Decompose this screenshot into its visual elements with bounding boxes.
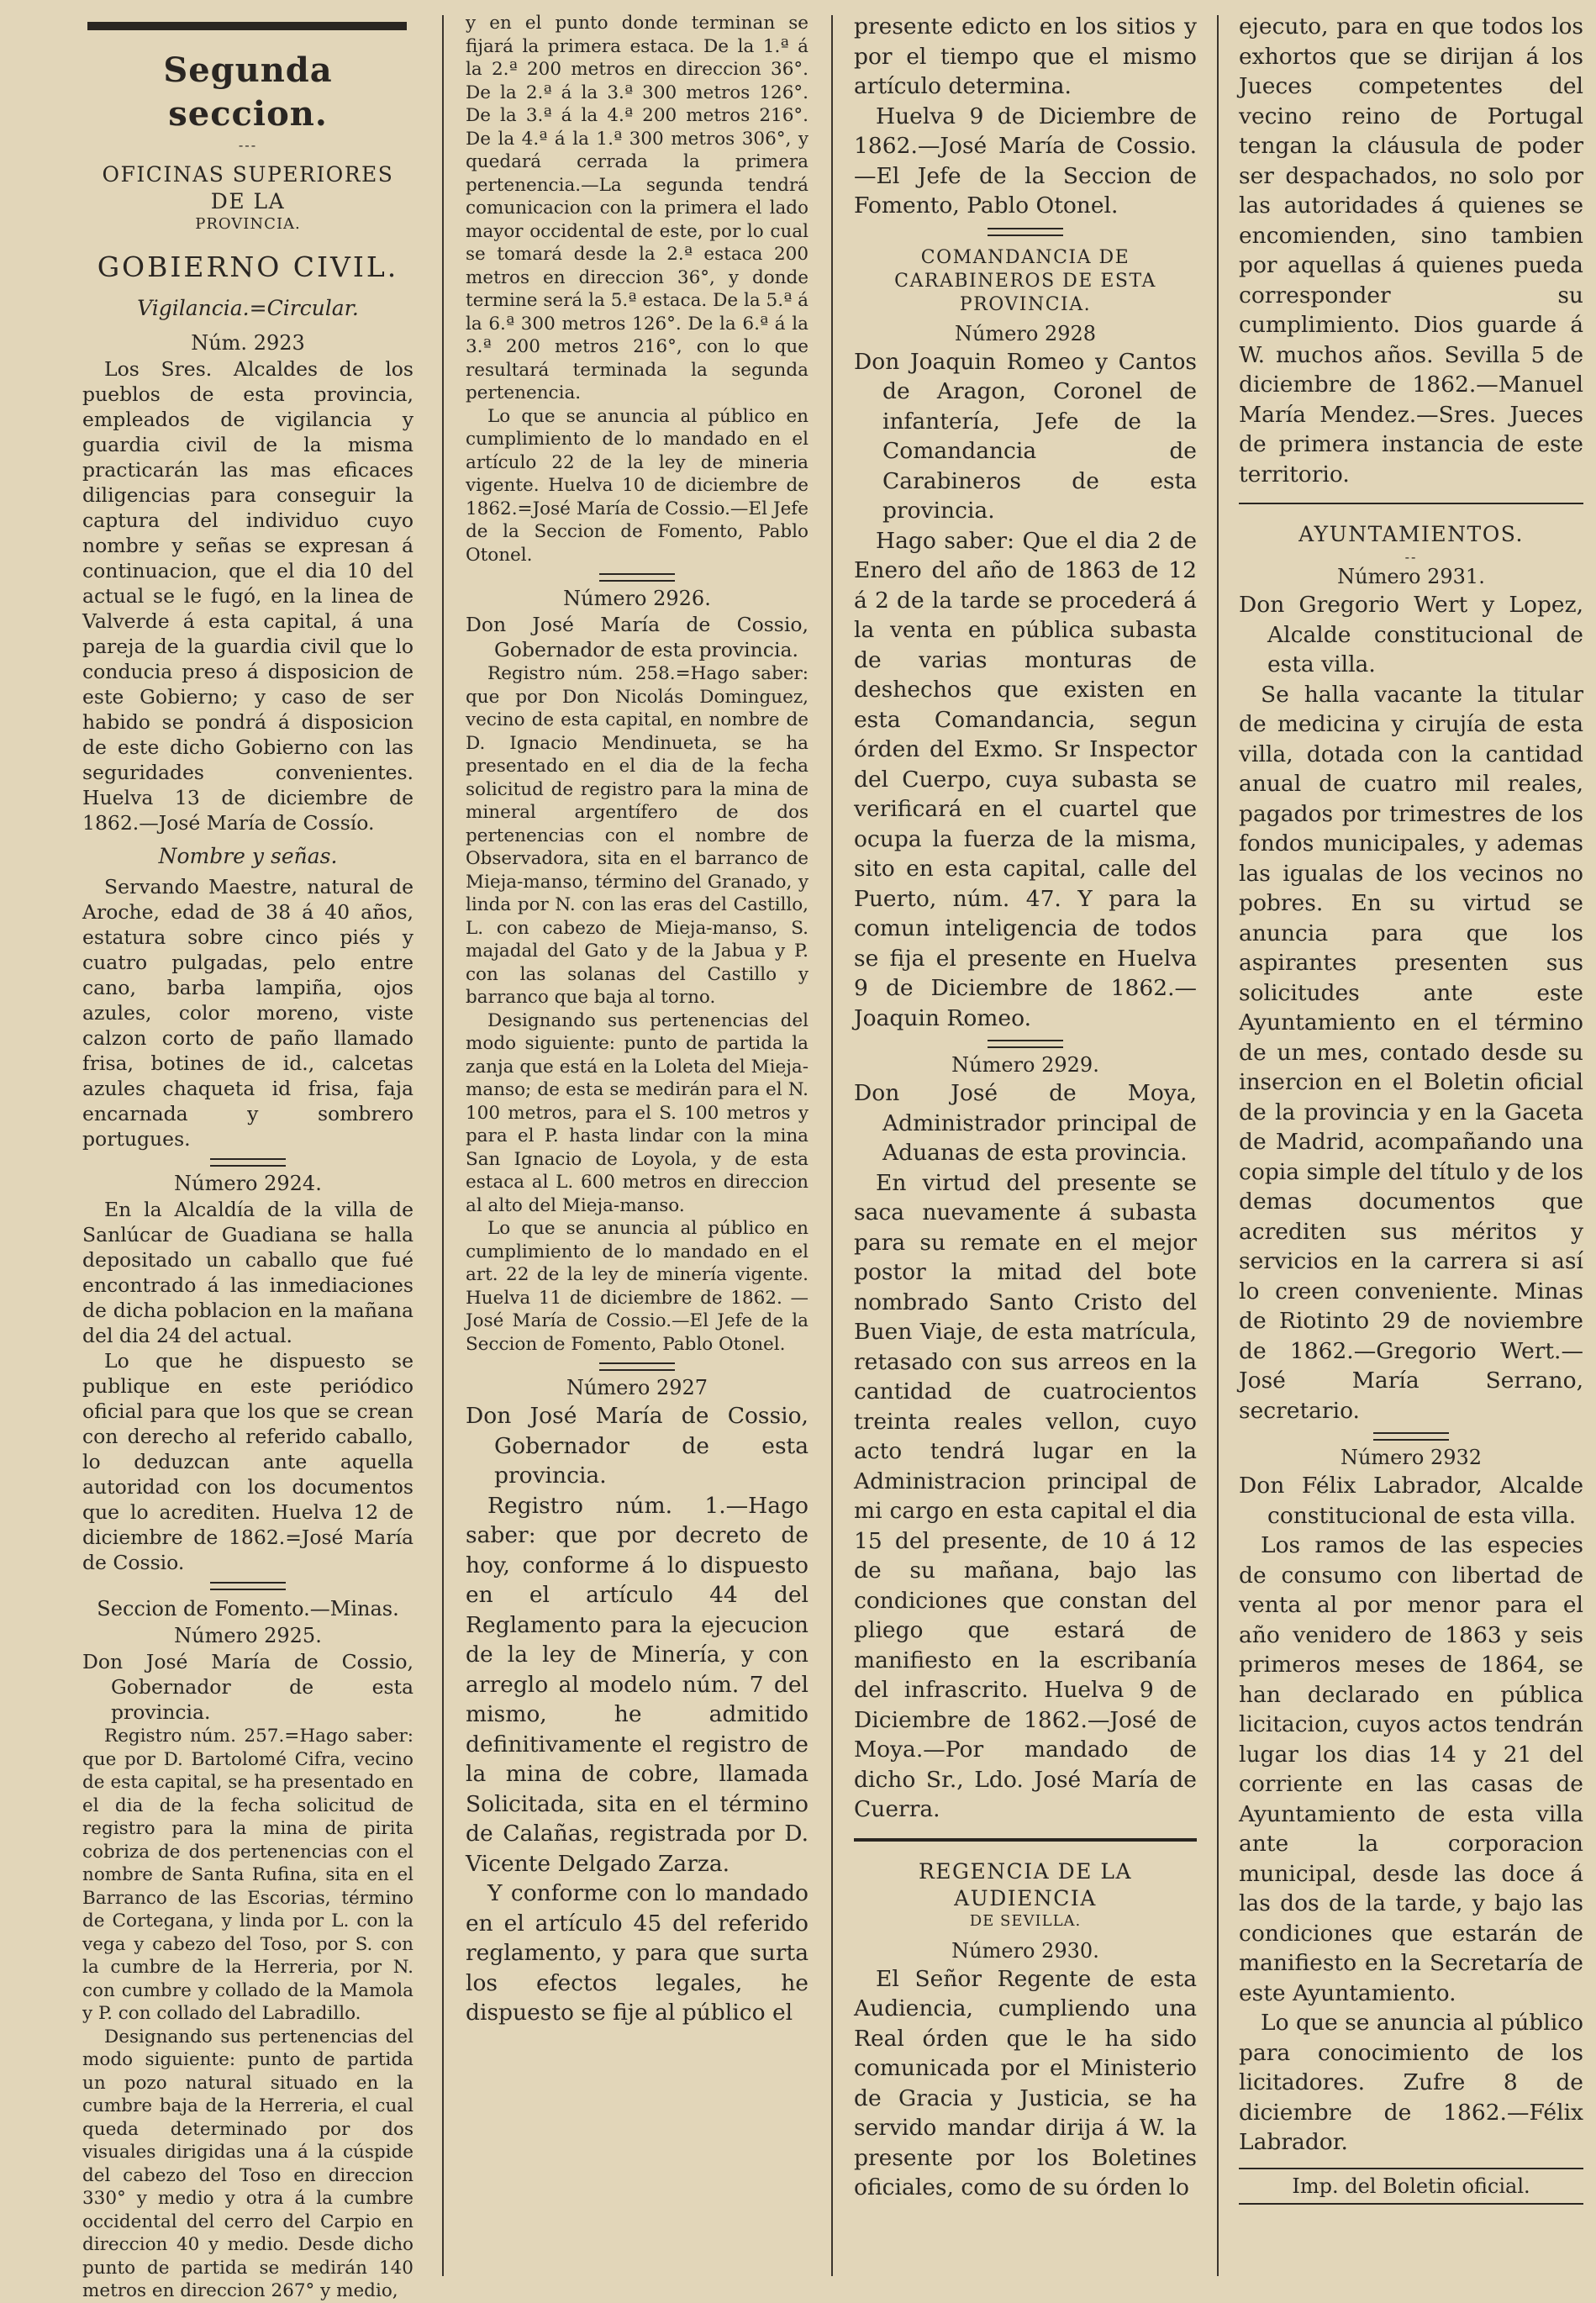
column-rule (1217, 15, 1219, 2276)
notice-2926-issuer: Don José María de Cossio, Gobernador de esta provincia. (466, 613, 809, 661)
section-rule (1239, 503, 1583, 504)
notice-2927-body: Registro núm. 1.—Hago saber: que por decreto de hoy, conforme á lo dispuesto en el artículo 44 del Reglamento para la ejecucion de la ley de Minería, y con arreglo al modelo núm. 7 del mismo, he admitido definitivamente el registro de la mina de cobre, llamada Solicitada, sita en el término de Calañas, registrada por D. Vicente Delgado Zarza. (466, 1492, 809, 1877)
notice-2931-issuer: Don Gregorio Wert y Lopez, Alcalde constitucional de esta villa. (1239, 592, 1583, 677)
notice-2931-body: Se halla vacante la titular de medicina y cirujía de esta villa, dotada con la cantidad anual de cuatro mil reales, pagados por trimestres de los fondos municipales, y ademas las igualas de los vecinos no pobres. En su virtud se anuncia para que los aspirantes presenten sus solicitudes ante este Ayuntamiento en el término de un mes, contado desde su insercion en el Boletin oficial de la provincia y en la Gaceta de Madrid, acompañando una copia simple del título y de los demas documentos que acrediten sus méritos y servicios en la carrera si así lo creen conveniente. Minas de Riotinto 29 de noviembre de 1862.—Gregorio Wert.—José María Serrano, secretario. (1239, 681, 1583, 1424)
notice-2932-issuer: Don Félix Labrador, Alcalde constitucional de esta villa. (1239, 1473, 1583, 1529)
notice-number-2932: Número 2932 (1340, 1446, 1483, 1469)
notice-2924-body: En la Alcaldía de la villa de Sanlúcar de Guadiana se halla depositado un caballo que fué encontrado á las inmediaciones de dicha poblacion en la mañana del dia 24 del actual. (82, 1198, 413, 1347)
senas-body: Servando Maestre, natural de Aroche, edad de 38 á 40 años, estatura sobre cinco piés y cuatro pulgadas, pelo entre cano, barba lampiña, ojos azules, color moreno, viste calzon corto de paño llamado frisa, botines de id., calcetas azules chaqueta id frisa, faja encarnada y sombrero portugues. (82, 875, 413, 1151)
notice-2925-issuer: Don José María de Cossio, Gobernador de esta provincia. (82, 1650, 413, 1724)
regencia-title: REGENCIA DE LA AUDIENCIA (918, 1858, 1133, 1910)
column-3 (854, 12, 1197, 2290)
column-rule (831, 15, 833, 2276)
divider: --- (238, 137, 258, 153)
imprint: Imp. del Boletin oficial. (1239, 2168, 1583, 2205)
ornament-divider (988, 228, 1063, 236)
gobierno-heading: GOBIERNO CIVIL. (97, 250, 399, 283)
notice-number-2925: Número 2925. (174, 1624, 322, 1647)
notice-number-2930: Número 2930. (951, 1938, 1099, 1963)
divider: -- (1404, 549, 1418, 565)
notice-number-2926: Número 2926. (563, 587, 711, 610)
section-rule (854, 1838, 1197, 1842)
notice-2927-issuer: Don José María de Cossio, Gobernador de esta provincia. (466, 1403, 809, 1489)
notice-2927-closing: Huelva 9 de Diciembre de 1862.—José María de Cossio.—El Jefe de la Seccion de Fomento, Pablo Otonel. (854, 103, 1197, 219)
notice-2926-body: Registro núm. 258.=Hago saber: que por Don Nicolás Dominguez, vecino de esta capital, en nombre de D. Ignacio Mendinueta, se ha presentado en el dia de la fecha solicitud de registro para la mina de mineral argentífero de dos pertenencias con el nombre de Observadora, sita en el barranco de Mieja-manso, término del Granado, y linda por N. con las eras del Castillo, L. con cabezo de Mieja-manso, S. majadal del Gato y de la Jabua y P. con las solanas del Castillo y barranco que baja al torno. (466, 663, 809, 1008)
senas-heading: Nombre y señas. (158, 844, 338, 868)
ornament-divider (1373, 1432, 1449, 1441)
ornament-divider (210, 1158, 286, 1167)
regencia-subtitle: DE SEVILLA. (969, 1911, 1082, 1930)
notice-number-2931: Número 2931. (1337, 565, 1485, 588)
notice-number-2928: Número 2928 (954, 321, 1097, 345)
offices-subtitle: PROVINCIA. (195, 215, 301, 233)
notice-2926-closing: Lo que se anuncia al público en cumplimiento de lo mandado en el art. 22 de la ley de minería vigente. Huelva 11 de diciembre de 1862. —José María de Cossio.—El Jefe de la Seccion de Fomento, Pablo Otonel. (466, 1218, 809, 1355)
ornament-divider (210, 1582, 286, 1590)
notice-2923-body: Los Sres. Alcaldes de los pueblos de esta provincia, empleados de vigilancia y guardia civil de la misma practicarán las mas eficaces diligencias para conseguir la captura del individuo cuyo nombre y señas se expresan á continuacion, que el dia 10 del actual se le fugó, en la linea de Valverde á esta capital, á una pareja de la guardia civil que lo conducia preso á disposicion de este Gobierno; y caso de ser habido se pondrá á disposicion de este dicho Gobierno con las seguridades convenientes. Huelva 13 de diciembre de 1862.—José María de Cossío. (82, 357, 413, 835)
notice-2927-continued: presente edicto en los sitios y por el tiempo que el mismo artículo determina. (854, 13, 1197, 99)
column-rule (442, 15, 444, 2276)
notice-2924-body-2: Lo que he dispuesto se publique en este periódico oficial para que los que se crean con derecho al referido caballo, lo deduzcan ante aquella autoridad con los documentos que lo acrediten. Huelva 12 de diciembre de 1862.=José María de Cossio. (82, 1349, 413, 1574)
ornament-divider (988, 1040, 1063, 1048)
column-4 (1239, 12, 1583, 2290)
vigilancia-heading: Vigilancia.=Circular. (137, 296, 359, 320)
top-rule (87, 22, 407, 30)
notice-2925-closing: Lo que se anuncia al público en cumplimiento de lo mandado en el artículo 22 de la ley de mineria vigente. Huelva 10 de diciembre de 1862.=José María de Cossio.—El Jefe de la Seccion de Fomento, Pablo Otonel. (466, 405, 809, 566)
notice-number-2924: Número 2924. (174, 1172, 322, 1195)
notice-number-2929: Número 2929. (951, 1053, 1099, 1077)
ayuntamientos-heading: AYUNTAMIENTOS. (1298, 522, 1524, 546)
notice-2929-issuer: Don José de Moya, Administrador principal de Aduanas de esta provincia. (854, 1080, 1197, 1166)
notice-2932-body: Los ramos de las especies de consumo con libertad de venta al por menor para el año venidero de 1863 y seis primeros meses de 1864, se han declarado en pública licitacion, cuyos actos tendrán lugar los dias 14 y 21 del corriente en las casas de Ayuntamiento de esta villa ante la corporacion municipal, desde las doce á las dos de la tarde, y bajo las condiciones que estarán de manifiesto en la Secretaría de este Ayuntamiento. (1239, 1532, 1583, 2006)
ornament-divider (599, 1362, 675, 1371)
notice-number-2927: Número 2927 (566, 1376, 708, 1399)
notice-2928-body: Hago saber: Que el dia 2 de Enero del año de 1863 de 12 á 2 de la tarde se procederá á la venta en pública subasta de varias monturas de deshechos que existen en esta Comandancia, segun órden del Exmo. Sr Inspector del Cuerpo, cuya subasta se verificará en el cuartel que ocupa la fuerza de la misma, sito en esta capital, calle del Puerto, núm. 47. Y para la comun inteligencia de todos se fija el presente en Huelva 9 de Diciembre de 1862.— Joaquin Romeo. (854, 527, 1197, 1031)
comandancia-heading: COMANDANCIA DE CARABINEROS DE ESTA PROVINCIA. (894, 246, 1156, 315)
section-heading: Segunda seccion. (163, 50, 333, 134)
regencia-heading (854, 1858, 1197, 1931)
notice-2928-issuer: Don Joaquin Romeo y Cantos de Aragon, Coronel de infantería, Jefe de la Comandancia de Carabineros de esta provincia. (854, 348, 1197, 524)
notice-2929-body: En virtud del presente se saca nuevamente á subasta para su remate en el mejor postor la mitad del bote nombrado Santo Cristo del Buen Viaje, de esta matrícula, retasado con sus arreos en la cantidad de cuatrocientos treinta reales vellon, cuyo acto tendrá lugar en la Administracion principal de mi cargo en esta capital el dia 15 del presente, de 10 á 12 de su mañana, bajo las condiciones que constan del pliego que estará de manifiesto en la escribanía del infrascrito. Huelva 9 de Diciembre de 1862.—José de Moya.—Por mandado de dicho Sr., Ldo. José María de Cuerra. (854, 1169, 1197, 1822)
notice-2932-closing: Lo que se anuncia al público para conocimiento de los licitadores. Zufre 8 de diciembre de 1862.—Félix Labrador. (1239, 2010, 1583, 2155)
column-1 (82, 12, 413, 2301)
notice-2926-body-2: Designando sus pertenencias del modo siguiente: punto de partida la zanja que está en la Loleta del Mieja-manso; de esta se medirán para el N. 100 metros, para el S. 100 metros y para el P. hasta lindar con la mina San Ignacio de Loyola, y de esta estaca al L. 600 metros en direccion al alto del Mieja-manso. (466, 1009, 809, 1216)
fomento-heading: Seccion de Fomento.—Minas. (97, 1597, 399, 1621)
ornament-divider (599, 573, 675, 582)
notice-number-2923: Núm. 2923 (191, 331, 305, 355)
notice-2925-body-2: Designando sus pertenencias del modo siguiente: punto de partida un pozo natural situado en la cumbre baja de la Herreria, el cual queda determinado por dos visuales dirigidas una á la cúspide del cabezo del Toso en direccion 330° y medio y otra á la cumbre occidental del cerro del Carpio en direccion 40 y medio. Desde dicho punto de partida se medirán 140 metros en direccion 267° y medio, (82, 2026, 413, 2301)
notice-2930-body: El Señor Regente de esta Audiencia, cumpliendo una Real órden que le ha sido comunicada por el Ministerio de Gracia y Justicia, se ha servido mandar dirija á W. la presente por los Boletines oficiales, como de su órden lo (854, 1965, 1197, 2200)
column-2 (466, 12, 809, 2290)
notice-2927-body-2: Y conforme con lo mandado en el artículo 45 del referido reglamento, y para que surta los efectos legales, he dispuesto se fije al público el (466, 1880, 809, 2026)
notice-2925-body: Registro núm. 257.=Hago saber: que por D. Bartolomé Cifra, vecino de esta capital, se ha presentado en el dia de la fecha solicitud de registro para la mina de pirita cobriza de dos pertenencias con el nombre de Santa Rufina, sita en el Barranco de las Escorias, término de Cortegana, y linda por L. con la vega y cabezo del Toso, por S. con la cumbre de la Herreria, por N. con cumbre y collado de la Mamola y P. con collado del Labradillo. (82, 1726, 413, 2024)
notice-2930-continued: ejecuto, para en que todos los exhortos que se dirijan á los Jueces competentes del vecino reino de Portugal tengan la cláusula de poder ser despachados, no solo por las autoridades á quienes se encomienden, sino tambien por aquellas á quienes pueda corresponder su cumplimiento. Dios guarde á W. muchos años. Sevilla 5 de diciembre de 1862.—Manuel María Mendez.—Sres. Jueces de primera instancia de este territorio. (1239, 13, 1583, 487)
notice-2925-continued: y en el punto donde terminan se fijará la primera estaca. De la 1.ª á la 2.ª 200 metros en direccion 36°. De la 2.ª á la 3.ª 300 metros 126°. De la 3.ª á la 4.ª 200 metros 216°. De la 4.ª á la 1.ª 300 metros 306°, y quedará cerrada la primera pertenencia.—La segunda tendrá comunicacion con la primera el lado mayor occidental de este, por lo cual se tomará desde la 2.ª estaca 200 metros en direccion 36°, y donde termine será la 5.ª estaca. De la 5.ª á la 6.ª 300 metros 126°. De la 6.ª á la 3.ª 200 metros 216°, con lo que resultará terminada la segunda pertenencia. (466, 13, 809, 403)
offices-heading (82, 161, 413, 234)
offices-title: OFICINAS SUPERIORES DE LA (102, 162, 394, 213)
